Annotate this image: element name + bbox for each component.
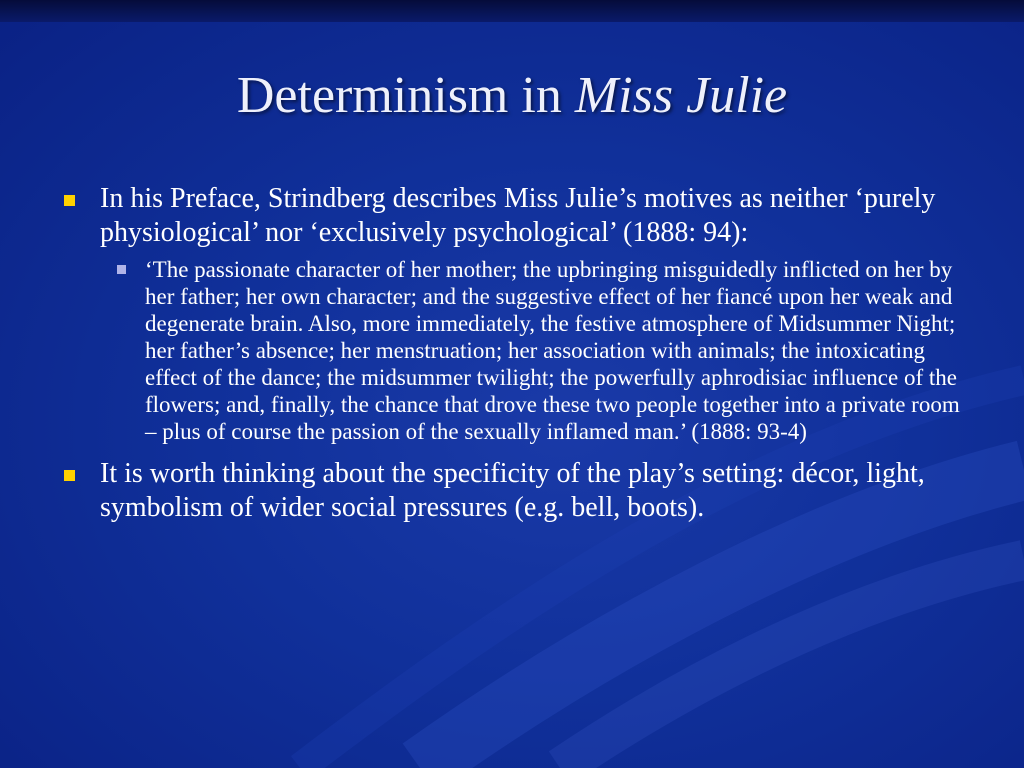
title-text: Determinism in — [236, 67, 575, 124]
sub-bullet-text: ‘The passionate character of her mother; the upbringing misguidedly inflicted on her by her father; her own character; and the suggestive effect of her fiancé upon her weak and degenerate brain. Also, more immediately, the festive atmosphere of Midsummer Night; her father’s absence; her menstruation; her association with animals; the intoxicating effect of the dance; the midsummer twilight; the powerfully aphrodisiac influence of the flowers; and, finally, the chance that drove these two people together into a private room – plus of course the passion of the sexually inflamed man.’ (1888: 93-4) — [145, 257, 960, 444]
title-italic-text: Miss Julie — [574, 67, 788, 124]
bullet-item — [60, 457, 960, 525]
bullet-text: In his Preface, Strindberg describes Miss Julie’s motives as neither ‘purely physiological’ nor ‘exclusively psychological’ (1888: 94): — [100, 183, 936, 248]
sub-bullet-item — [105, 256, 960, 445]
square-bullet-icon — [64, 195, 75, 206]
square-bullet-icon — [64, 470, 75, 481]
bullet-text: It is worth thinking about the specificity of the play’s setting: décor, light, symbolism of wider social pressures (e.g. bell, boots). — [100, 458, 925, 523]
bullet-item — [60, 182, 960, 250]
slide-content — [60, 182, 960, 531]
slide-title — [0, 62, 1024, 130]
square-bullet-icon — [117, 265, 126, 274]
